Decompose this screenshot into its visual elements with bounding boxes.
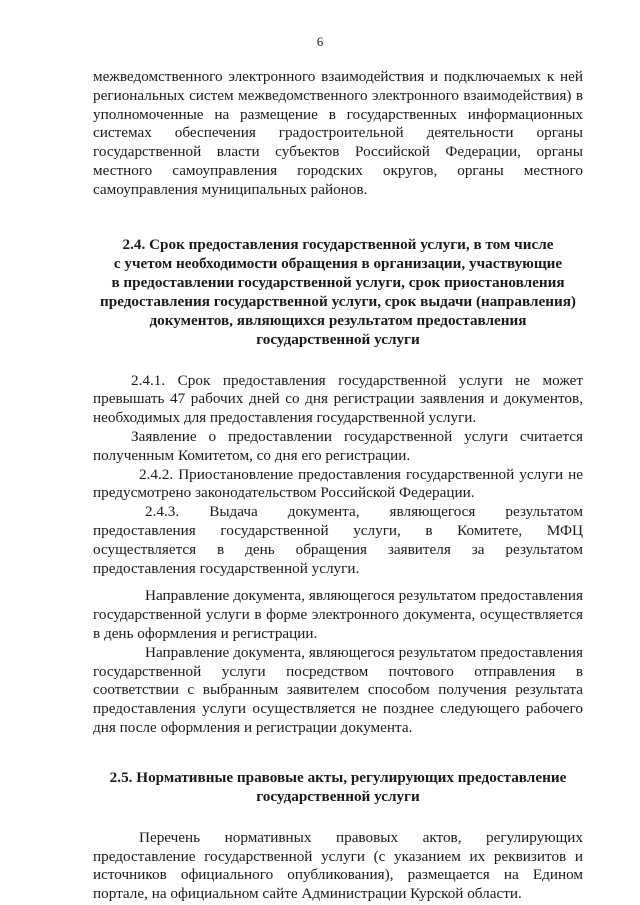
heading-line: с учетом необходимости обращения в организации, участвующие <box>113 254 563 272</box>
heading-line: 2.5. Нормативные правовые акты, регулирующих предоставление <box>109 768 567 786</box>
page-number: 6 <box>316 34 324 49</box>
paragraph-application-received: Заявление о предоставлении государственной услуги считается полученным Комитетом, со дня его регистрации. <box>93 427 583 464</box>
paragraph-postal-delivery: Направление документа, являющегося результатом предоставления государственной услуги посредством почтового отправления в соответствии с выбранным заявителем способом получения результата предоставления услуги осуществляется не позднее следующего рабочего дня после оформления и регистрации документа. <box>93 643 583 736</box>
heading-line: государственной услуги <box>256 787 420 805</box>
section-2-5-heading <box>93 768 583 806</box>
heading-line: государственной услуги <box>256 330 420 348</box>
paragraph-2-4-1: 2.4.1. Срок предоставления государственной услуги не может превышать 47 рабочих дней со дня регистрации заявления и документов, необходимых для предоставления государственной услуги. <box>93 371 583 427</box>
heading-line: 2.4. Срок предоставления государственной услуги, в том числе <box>122 235 554 253</box>
heading-line: в предоставлении государственной услуги, срок приостановления <box>111 273 565 291</box>
section-2-4-heading <box>93 235 583 349</box>
intro-paragraph: межведомственного электронного взаимодействия и подключаемых к ней региональных систем межведомственного электронного взаимодействия) в уполномоченные на размещение в государственных информационных системах обеспечения градостроительной деятельности органы государственной власти субъектов Российской Федерации, органы местного самоуправления городских округов, органы местного самоуправления муниципальных районов. <box>93 68 583 198</box>
document-body <box>93 68 583 904</box>
paragraph-2-4-3: 2.4.3. Выдача документа, являющегося результатом предоставления государственной услуги, в Комитете, МФЦ осуществляется в день обращения заявителя за результатом предоставления государственной услуги. <box>93 503 583 577</box>
heading-line: документов, являющихся результатом предоставления <box>149 311 527 329</box>
paragraph-electronic-delivery: Направление документа, являющегося результатом предоставления государственной услуги в форме электронного документа, осуществляется в день оформления и регистрации. <box>93 587 583 642</box>
heading-line: предоставления государственной услуги, срок выдачи (направления) <box>100 292 576 310</box>
paragraph-2-4-2: 2.4.2. Приостановление предоставления государственной услуги не предусмотрено законодательством Российской Федерации. <box>93 465 583 502</box>
paragraph-2-5-list: Перечень нормативных правовых актов, регулирующих предоставление государственной услуги (с указанием их реквизитов и источников официального опубликования), размещается на Едином портале, на официальном сайте Администрации Курской области. <box>93 828 583 903</box>
